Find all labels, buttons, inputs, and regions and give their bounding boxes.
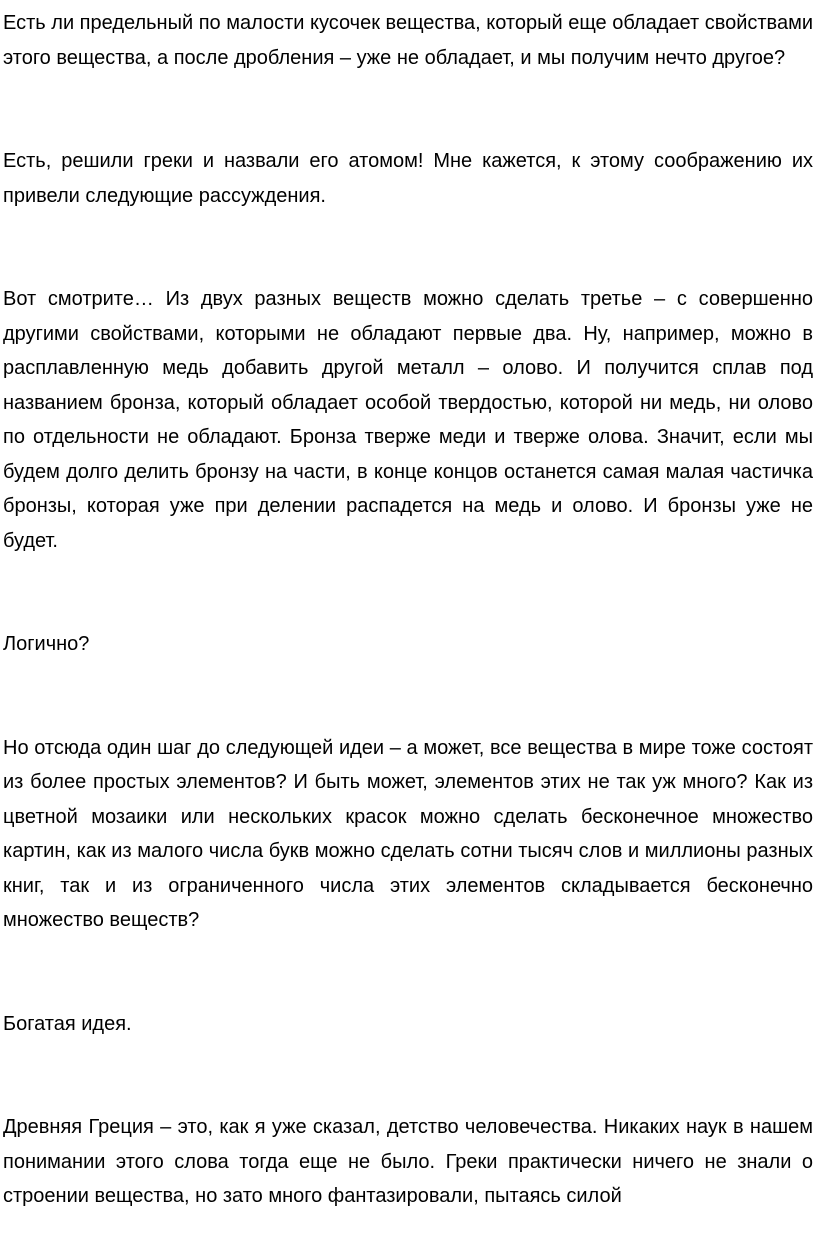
paragraph-spacer [3, 938, 813, 1007]
paragraph-3: Вот смотрите… Из двух разных веществ можно сделать третье – с совершенно другими свойствами, которыми не обладают первые два. Ну, например, можно в расплавленную медь добавить другой металл – олово. И получится сплав под названием бронза, который обладает особой твердостью, которой ни медь, ни олово по отдельности не обладают. Бронза тверже меди и тверже олова. Значит, если мы будем долго делить бронзу на части, в конце концов останется самая малая частичка бронзы, которая уже при делении распадется на медь и олово. И бронзы уже не будет. [3, 288, 813, 552]
paragraph-4: Логично? [3, 633, 90, 655]
paragraph-spacer [3, 1041, 813, 1110]
paragraph-spacer [3, 213, 813, 282]
paragraph-spacer [3, 558, 813, 627]
paragraph-7: Древняя Греция – это, как я уже сказал, детство человечества. Никаких наук в нашем понимании этого слова тогда еще не было. Греки практически ничего не знали о строении вещества, но зато много фантазировали, пытаясь силой [3, 1116, 813, 1207]
paragraph-2: Есть, решили греки и назвали его атомом! Мне кажется, к этому соображению их привели следующие рассуждения. [3, 150, 813, 207]
paragraph-1: Есть ли предельный по малости кусочек вещества, который еще обладает свойствами этого вещества, а после дробления – уже не обладает, и мы получим нечто другое? [3, 12, 813, 69]
paragraph-spacer [3, 662, 813, 731]
document-page [3, 6, 813, 1214]
paragraph-spacer [3, 75, 813, 144]
paragraph-5: Но отсюда один шаг до следующей идеи – а может, все вещества в мире тоже состоят из более простых элементов? И быть может, элементов этих не так уж много? Как из цветной мозаики или нескольких красок можно сделать бесконечное множество картин, как из малого числа букв можно сделать сотни тысяч слов и миллионы разных книг, так и из ограниченного числа этих элементов складывается бесконечно множество веществ? [3, 736, 813, 931]
paragraph-6: Богатая идея. [3, 1012, 132, 1035]
